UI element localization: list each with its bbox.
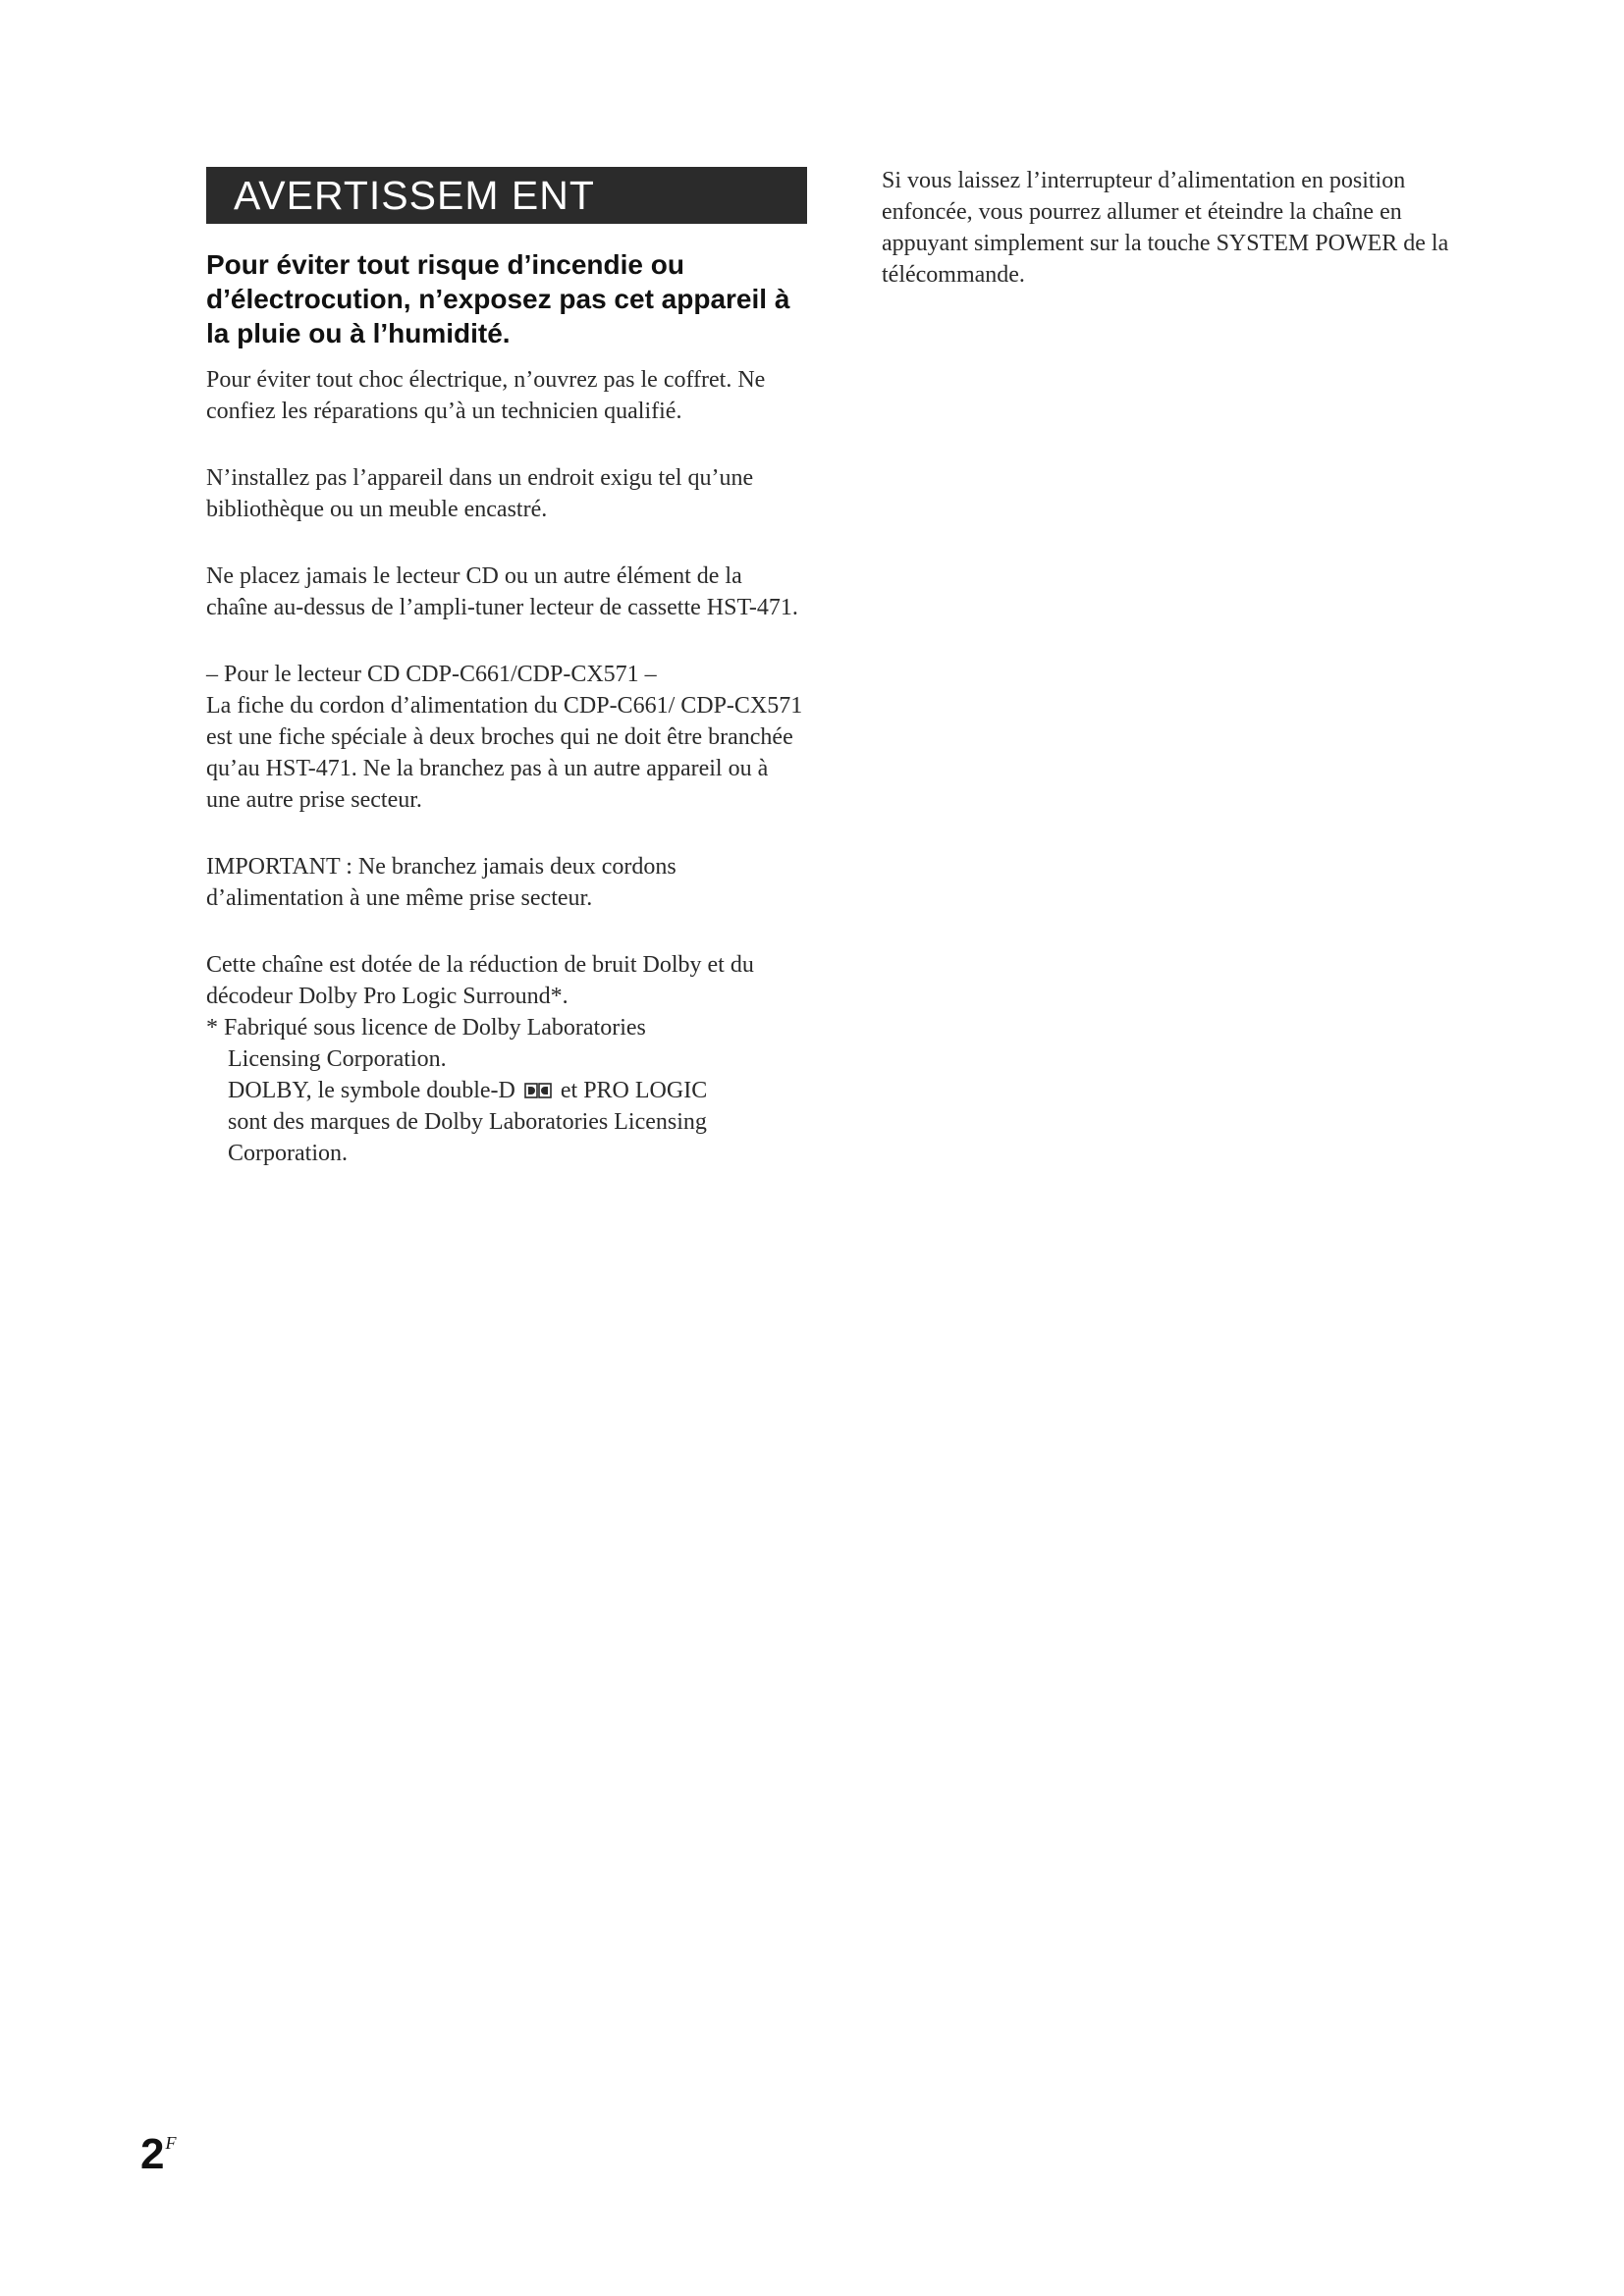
paragraph-dolby: Cette chaîne est dotée de la réduction de bruit Dolby et du décodeur Dolby Pro Logic Surround*.	[206, 952, 754, 1009]
dolby-footnote	[206, 1012, 807, 1169]
warning-title: AVERTISSEM ENT	[206, 167, 807, 224]
footnote-line	[206, 1075, 807, 1106]
right-column	[882, 165, 1490, 291]
paragraph-power-plug: La fiche du cordon d’alimentation du CDP-C661/ CDP-CX571 est une fiche spéciale à deux broches qui ne doit être branchée qu’au HST-471. Ne la branchez pas à un autre appareil ou à une autre prise secteur.	[206, 693, 803, 813]
paragraph-cd-player-heading: – Pour le lecteur CD CDP-C661/CDP-CX571 –	[206, 662, 657, 687]
paragraph-installation: N’installez pas l’appareil dans un endroit exigu tel qu’une bibliothèque ou un meuble encastré.	[206, 465, 754, 522]
left-column	[206, 167, 807, 1169]
paragraph-electric-shock: Pour éviter tout choc électrique, n’ouvrez pas le coffret. Ne confiez les réparations qu’à un technicien qualifié.	[206, 367, 766, 424]
footnote-text: DOLBY, le symbole double-D	[228, 1078, 515, 1103]
warning-heading: Pour éviter tout risque d’incendie ou d’électrocution, n’exposez pas cet appareil à la pluie ou à l’humidité.	[206, 249, 790, 348]
page-number	[140, 2118, 176, 2179]
footnote-text: et PRO LOGIC	[560, 1078, 708, 1103]
footnote-line: * Fabriqué sous licence de Dolby Laboratories	[206, 1015, 646, 1041]
paragraph-important: IMPORTANT : Ne branchez jamais deux cordons d’alimentation à une même prise secteur.	[206, 854, 677, 911]
page-number-value: 2	[140, 2130, 165, 2178]
footnote-line: Licensing Corporation.	[228, 1046, 447, 1072]
paragraph-placement: Ne placez jamais le lecteur CD ou un autre élément de la chaîne au-dessus de l’ampli-tuner lecteur de cassette HST-471.	[206, 563, 798, 620]
paragraph-system-power: Si vous laissez l’interrupteur d’alimentation en position enfoncée, vous pourrez allumer et éteindre la chaîne en appuyant simplement sur la touche SYSTEM POWER de la télécommande.	[882, 168, 1449, 288]
footnote-line: sont des marques de Dolby Laboratories Licensing Corporation.	[228, 1109, 707, 1166]
double-d-icon	[524, 1083, 552, 1098]
page-number-suffix: F	[165, 2133, 177, 2153]
